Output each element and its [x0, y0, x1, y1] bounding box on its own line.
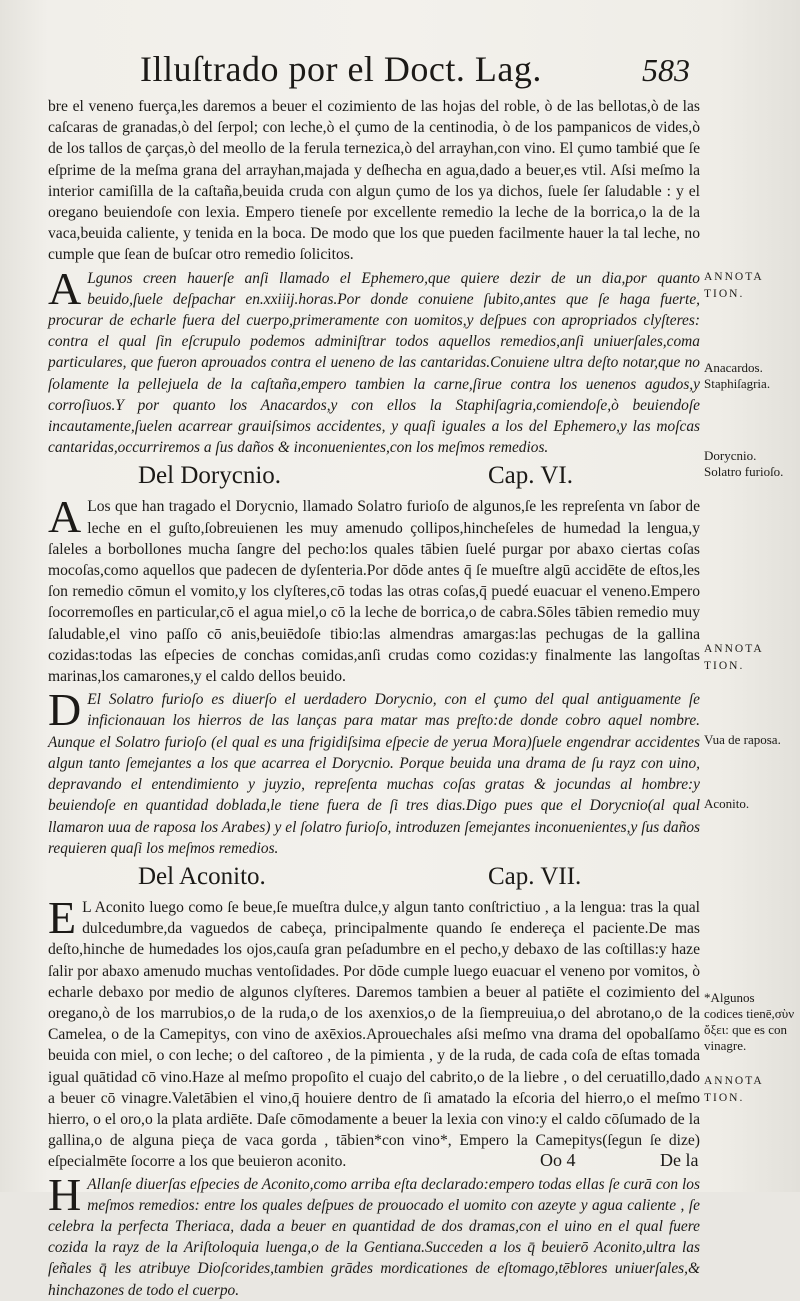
drop-cap: H [48, 1168, 82, 1220]
margin-note: ANNOTA TION. [704, 1075, 763, 1104]
running-head: Illuſtrado por el Doct. Lag. [140, 49, 542, 89]
paragraph-text: Los que han tragado el Dorycnio, llamado Solatro furioſo de algunos,ſe les repreſenta vn ſabor de leche en el guſto,ſobreuienen les muy amenudo çollipos,hincheſeles de humedad la lengua,y ſaleles a borbollones mucha ſangre del pecho:los quales tābien ſuelé purgar por abaxo ciertas coſas mocoſas,como aquellos que padecen de dyſenteria.Por dōde antes q̄ ſe mueſtre algū accidēte de eſtos,les ſon remedio cōmun el vomito,y los clyſteres,cō todas las otras coſas,q̄ puedé euacuar el veneno.Empero ſocorremoſles en particular,cō el agua miel,o cō la leche de borrica,o de cabra.Sōles tābien remedio muy ſaludable,el vino paſſo cō anis,beuiēdoſe tibio:las almendras amargas:las pechugas de la gallina cozidas:todas las eſpecies de conchas comidas,anſi crudas como cozidas:y finalmente las langoſtas marinas,los camarones,y el caldo dellos beuido. [48, 498, 700, 686]
margin-note: ANNOTA TION. [704, 271, 763, 300]
annotation-text: Allanſe diuerſas eſpecies de Aconito,como arriba eſta declarado:empero todas ellas ſe curā con los meſmos remedios: entre los quales deſpues de prouocado el uomito con azeyte y agua caliente , ſe celebra la perfecta Theriaca, dada a beuer en quantidad de dos dramas,con el uino en el qual fuere cozida la rayz de la Ariſtoloquia luenga,o de la Gentiana.Succeden a los q̄ beuierō Aconito,ultra las ſeñales q̄ les atribuye Dioſcorides,tambien grādes mordicationes de eſtomago,tēblores uniuerſales,& hinchazones de todo el cuerpo. [48, 1175, 700, 1299]
drop-cap: D [48, 684, 82, 736]
section-heading-dorycnio [48, 460, 700, 496]
chapter-number: Cap. VI. [488, 462, 573, 490]
margin-note: Dorycnio. Solatro furioſo. [704, 448, 784, 479]
section-title: Del Aconito. [138, 862, 266, 890]
paragraph-continuation: bre el veneno fuerça,les daremos a beuer el cozimiento de las hojas del roble, ò de las bellotas,ò de las caſcaras de granadas,ò del ſerpol; con leche,ò el çumo de la centinodia, ò de los pampanicos de vides,ò de los tallos de çarças,ò del meollo de la ferula ternezica,ò del arrayhan,con vino. El çumo tambié que ſe eſprime de la meſma grana del arrayhan,majada y deſhecha en agua,dado a beuer,es vtil. Aſsi meſmo la interior camiſilla de la caſtaña,beuida cruda con algun çumo de los ya dichos, ſuele ſer ſaludable : y el oregano beuiendoſe con lexia. Empero tieneſe por excellente remedio la leche de la borrica,o la de la vaca,beuida caliente, y tenida en la boca. De modo que los que pueden facilmente hauer la tal leche, no cumple que ſean de buſcar otro remedio ſolicitos. [48, 98, 700, 264]
page-number: 583 [642, 52, 690, 88]
margin-note: Vua de raposa. [704, 732, 781, 747]
catchword: De la [660, 1150, 699, 1170]
main-text-column [48, 96, 700, 1301]
paragraph-text: L Aconito luego como ſe beue,ſe mueſtra dulce,y algun tanto conſtrictiuo , a la lengua: tras la qual dulcedumbre,da vaguedos de cabeça, principalmente quando ſe endereça el paciente.De mas deſto,hinche de humedades los ojos,cauſa gran peſadumbre en el pecho,y debaxo de las coſtillas:y haze ſalir por abaxo amenudo muchas ventoſidades. Por dōde cumple luego euacuar el veneno por vomitos, ò echarle debaxo por medio de algunos clyſteres. Daremos tambien a beuer al patiēte el cozimiento del oregano,ò de los marrubios,o de la ruda,o de los axenxios,o de la ſiempreuiua,o del abrotano,o de la Camelea, o de la Camepitys, con vino de axēxios.Aprouechales aſsi meſmo vna drama del opobalſamo beuida con miel, o con leche; o del caſtoreo , de la pimienta , y de la ruda, de cada coſa de eſtas tomada igual quātidad cō vino.Haze al meſmo propoſito el cuajo del cabrito,o de la liebre , o del ceruatillo,dado a beuer cō vinagre.Valetābien el vino,q̄ houiere dentro de ſi amatado la eſcoria del hierro,o el meſmo hierro, o el oro,o la plata ardiēte. Daſe cōmodamente a beuer la lexia con vino:y el caldo cōſumado de la gallina,o de alguna pieça de vaca gorda , tābien*con vino*, Empero la Camepitys(ſegun ſe dize) eſpecialmēte ſocorre a los que beuieron aconito. [48, 898, 700, 1171]
section-title: Del Dorycnio. [138, 462, 282, 490]
annotation-ephemero [48, 262, 700, 459]
margin-note: Anacardos. Staphiſagria. [704, 360, 771, 391]
drop-cap: A [48, 262, 82, 314]
signature-mark: Oo 4 [540, 1150, 576, 1170]
annotation-dorycnio [48, 684, 700, 859]
margin-note: *Algunos codices tienē,σὺν ὄξει: que es con vinagre. [704, 990, 795, 1053]
drop-cap: A [48, 491, 82, 543]
drop-cap: E [48, 891, 77, 943]
paragraph-dorycnio [48, 491, 700, 687]
margin-note: Aconito. [704, 796, 750, 811]
page-header [130, 48, 690, 98]
section-heading-aconito [48, 861, 700, 897]
chapter-number: Cap. VII. [488, 862, 582, 890]
annotation-text: El Solatro furioſo es diuerſo el uerdadero Dorycnio, con el çumo del qual antiguamente ſe inficionauan los hierros de las lanças para matar mas preſto:de donde cobro aquel nombre. Aunque el Solatro furioſo (el qual es una frigidiſsima eſpecie de yerua Mora)ſuele engendrar accidentes algun tanto ſemejantes a los que acarrea el Dorycnio. Porque beuida una drama de ſu rayz con uino, depravando el entendimiento y juyzio, repreſenta muchas coſas gratas & jocundas al hombre:y beuiendoſe en quantidad doblada,le tiene fuera de ſi tres dias.Digo pues que el Dorycnio(al qual llamaron uua de raposa los Arabes) y el ſolatro furioſo, introduzen ſemejantes inconuenientes,y ſus daños requieren quaſi los meſmos remedios. [48, 691, 700, 857]
annotation-aconito [48, 1168, 700, 1301]
annotation-text: Lgunos creen hauerſe anſi llamado el Ephemero,que quiere dezir de un dia,por quanto beuido,ſuele deſpachar en.xxiiij.horas.Por donde conuiene ſubito,antes que ſe haga fuerte, procurar de echarle fuera del cuerpo,primeramente con uomitos,y deſpues con apropriados clyſteres: contra el qual ſin eſcrupulo podemos adminiſtrar todos aquellos remedios,anſi uniuerſales,coma particulares, que fueron aprouados contra el ueneno de las cantaridas.Conuiene ultra deſto notar,que no ſolamente la pellejuela de la caſtaña,empero tambien la carne,ſirue contra los uenenos agudos,y corroſiuos.Y por quanto los Anacardos,y con ellos la Staphiſagria,comiendoſe,ò beuiendoſe incautamente,ſuelen acarrear grauiſsimos accidentes, y quaſi iguales a los del Ephemero,y las moſcas cantaridas,occurriremos a ſus daños & inconuenientes,con los meſmos remedios. [48, 269, 700, 457]
margin-note: ANNOTA TION. [704, 643, 763, 672]
paragraph-aconito [48, 891, 700, 1173]
